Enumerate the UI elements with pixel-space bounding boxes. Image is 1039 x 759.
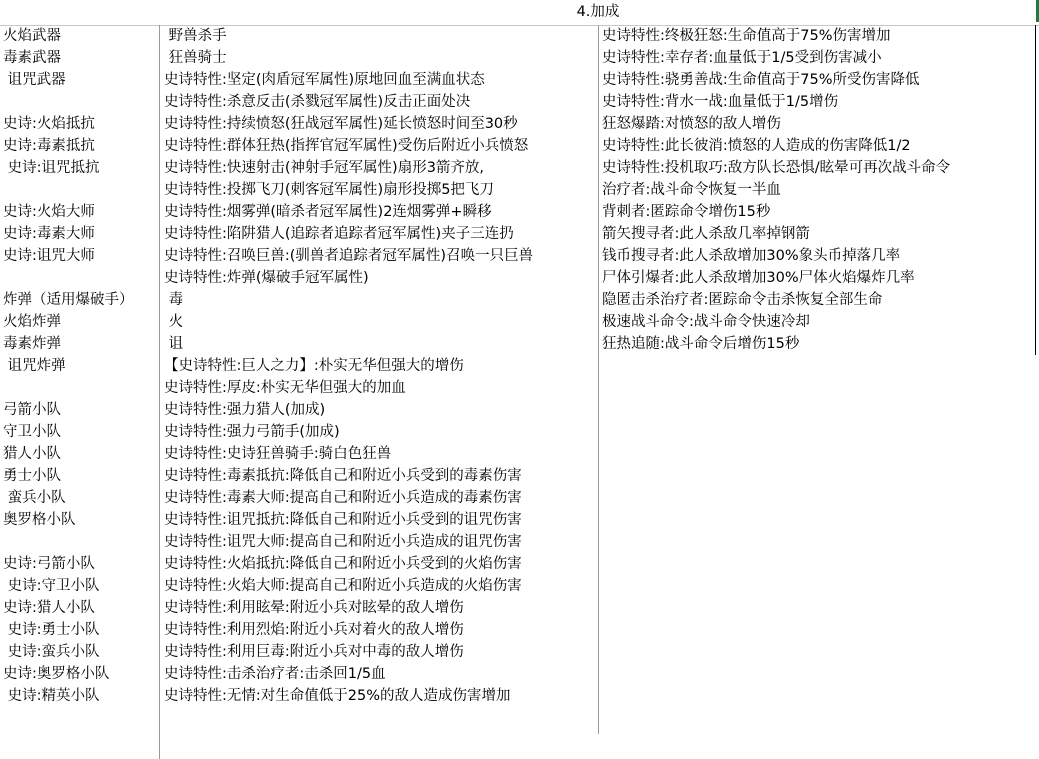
cell-a[interactable]: 弓箭小队 xyxy=(3,402,61,418)
cell-a[interactable]: 火焰武器 xyxy=(3,28,61,44)
cell-a[interactable]: 诅咒炸弹 xyxy=(3,358,66,374)
cell-b[interactable]: 史诗特性:群体狂热(指挥官冠军属性)受伤后附近小兵愤怒 xyxy=(164,138,529,154)
column-b xyxy=(160,25,598,707)
cell-b[interactable]: 史诗特性:无情:对生命值低于25%的敌人造成伤害增加 xyxy=(164,688,511,704)
cell-a[interactable]: 勇士小队 xyxy=(3,468,61,484)
cell-a[interactable]: 诅咒武器 xyxy=(3,72,66,88)
cell-c[interactable]: 史诗特性:投机取巧:敌方队长恐惧/眩晕可再次战斗命令 xyxy=(602,160,951,176)
sheet-title-cell[interactable]: 4.加成 xyxy=(576,4,620,20)
cell-b[interactable]: 史诗特性:毒素大师:提高自己和附近小兵造成的毒素伤害 xyxy=(164,490,522,506)
cell-a[interactable]: 史诗:诅咒大师 xyxy=(3,248,95,264)
cell-c[interactable]: 箭矢搜寻者:此人杀敌几率掉钢箭 xyxy=(602,226,810,242)
cell-b[interactable]: 史诗特性:杀意反击(杀戮冠军属性)反击正面处决 xyxy=(164,94,471,110)
cell-b[interactable]: 史诗特性:召唤巨兽:(驯兽者追踪者冠军属性)召唤一只巨兽 xyxy=(164,248,534,264)
cell-c[interactable]: 史诗特性:幸存者:血量低于1/5受到伤害减小 xyxy=(602,50,882,66)
cell-b[interactable]: 史诗特性:史诗狂兽骑手:骑白色狂兽 xyxy=(164,446,392,462)
cell-b[interactable]: 史诗特性:厚皮:朴实无华但强大的加血 xyxy=(164,380,406,396)
cell-a[interactable] xyxy=(0,531,159,553)
cell-b[interactable]: 野兽杀手 xyxy=(164,28,227,44)
cell-b[interactable]: 史诗特性:持续愤怒(狂战冠军属性)延长愤怒时间至30秒 xyxy=(164,116,518,132)
cell-a[interactable]: 火焰炸弹 xyxy=(3,314,61,330)
cell-b[interactable]: 史诗特性:利用烈焰:附近小兵对着火的敌人增伤 xyxy=(164,622,464,638)
cell-a[interactable] xyxy=(0,377,159,399)
cell-a[interactable]: 奥罗格小队 xyxy=(3,512,76,528)
cell-a[interactable]: 炸弹（适用爆破手） xyxy=(3,292,134,308)
cell-a[interactable]: 毒素炸弹 xyxy=(3,336,61,352)
column-divider xyxy=(1035,25,1036,355)
column-a xyxy=(0,25,159,707)
cell-b[interactable]: 史诗特性:强力弓箭手(加成) xyxy=(164,424,340,440)
cell-c[interactable]: 史诗特性:此长彼消:愤怒的人造成的伤害降低1/2 xyxy=(602,138,911,154)
cell-a[interactable]: 史诗:毒素大师 xyxy=(3,226,95,242)
title-row xyxy=(0,0,1039,26)
cell-a[interactable]: 史诗:弓箭小队 xyxy=(3,556,95,572)
cell-b[interactable]: 史诗特性:陷阱猎人(追踪者追踪者冠军属性)夹子三连扔 xyxy=(164,226,514,242)
cell-a[interactable]: 史诗:蛮兵小队 xyxy=(3,644,100,660)
cell-b[interactable]: 史诗特性:强力猎人(加成) xyxy=(164,402,326,418)
cell-c[interactable]: 背刺者:匿踪命令增伤15秒 xyxy=(602,204,771,220)
cell-c[interactable]: 尸体引爆者:此人杀敌增加30%尸体火焰爆炸几率 xyxy=(602,270,915,286)
cell-b[interactable]: 史诗特性:击杀治疗者:击杀回1/5血 xyxy=(164,666,386,682)
cell-a[interactable] xyxy=(0,179,159,201)
cell-b[interactable]: 狂兽骑士 xyxy=(164,50,227,66)
cell-c[interactable]: 史诗特性:终极狂怒:生命值高于75%伤害增加 xyxy=(602,28,891,44)
cell-b[interactable]: 史诗特性:投掷飞刀(刺客冠军属性)扇形投掷5把飞刀 xyxy=(164,182,494,198)
column-c xyxy=(599,25,1035,355)
cell-a[interactable]: 史诗:毒素抵抗 xyxy=(3,138,95,154)
cell-a[interactable]: 史诗:奥罗格小队 xyxy=(3,666,110,682)
cell-c[interactable]: 极速战斗命令:战斗命令快速冷却 xyxy=(602,314,810,330)
cell-b[interactable]: 史诗特性:快速射击(神射手冠军属性)扇形3箭齐放, xyxy=(164,160,485,176)
cell-b[interactable]: 毒 xyxy=(164,292,184,308)
cell-a[interactable]: 守卫小队 xyxy=(3,424,61,440)
cell-b[interactable]: 史诗特性:诅咒抵抗:降低自己和附近小兵受到的诅咒伤害 xyxy=(164,512,522,528)
cell-a[interactable]: 史诗:猎人小队 xyxy=(3,600,95,616)
cell-b[interactable]: 【史诗特性:巨人之力】:朴实无华但强大的增伤 xyxy=(164,358,464,374)
cell-c[interactable]: 治疗者:战斗命令恢复一半血 xyxy=(602,182,781,198)
cell-c[interactable]: 隐匿击杀治疗者:匿踪命令击杀恢复全部生命 xyxy=(602,292,883,308)
cell-a[interactable] xyxy=(0,267,159,289)
cell-a[interactable]: 史诗:火焰大师 xyxy=(3,204,95,220)
cell-a[interactable]: 蛮兵小队 xyxy=(3,490,66,506)
cell-a[interactable]: 史诗:诅咒抵抗 xyxy=(3,160,100,176)
cell-b[interactable]: 史诗特性:利用眩晕:附近小兵对眩晕的敌人增伤 xyxy=(164,600,464,616)
cell-c[interactable]: 狂怒爆踏:对愤怒的敌人增伤 xyxy=(602,116,781,132)
cell-b[interactable]: 史诗特性:利用巨毒:附近小兵对中毒的敌人增伤 xyxy=(164,644,464,660)
cell-c[interactable]: 钱币搜寻者:此人杀敌增加30%象头币掉落几率 xyxy=(602,248,901,264)
cell-a[interactable] xyxy=(0,91,159,113)
cell-a[interactable]: 史诗:火焰抵抗 xyxy=(3,116,95,132)
cell-b[interactable]: 史诗特性:坚定(肉盾冠军属性)原地回血至满血状态 xyxy=(164,72,485,88)
cell-b[interactable]: 史诗特性:炸弹(爆破手冠军属性) xyxy=(164,270,369,286)
cell-c[interactable]: 史诗特性:背水一战:血量低于1/5增伤 xyxy=(602,94,839,110)
cell-a[interactable]: 史诗:精英小队 xyxy=(3,688,100,704)
cell-b[interactable]: 史诗特性:毒素抵抗:降低自己和附近小兵受到的毒素伤害 xyxy=(164,468,522,484)
cell-a[interactable]: 毒素武器 xyxy=(3,50,61,66)
cell-b[interactable]: 史诗特性:烟雾弹(暗杀者冠军属性)2连烟雾弹+瞬移 xyxy=(164,204,492,220)
cell-b[interactable]: 火 xyxy=(164,314,184,330)
cell-b[interactable]: 史诗特性:火焰抵抗:降低自己和附近小兵受到的火焰伤害 xyxy=(164,556,522,572)
cell-b[interactable]: 史诗特性:火焰大师:提高自己和附近小兵造成的火焰伤害 xyxy=(164,578,522,594)
cell-b[interactable]: 诅 xyxy=(164,336,184,352)
cell-c[interactable]: 史诗特性:骁勇善战:生命值高于75%所受伤害降低 xyxy=(602,72,920,88)
cell-a[interactable]: 猎人小队 xyxy=(3,446,61,462)
cell-b[interactable]: 史诗特性:诅咒大师:提高自己和附近小兵造成的诅咒伤害 xyxy=(164,534,522,550)
cell-c[interactable]: 狂热追随:战斗命令后增伤15秒 xyxy=(602,336,800,352)
cell-a[interactable]: 史诗:勇士小队 xyxy=(3,622,100,638)
cell-a[interactable]: 史诗:守卫小队 xyxy=(3,578,100,594)
